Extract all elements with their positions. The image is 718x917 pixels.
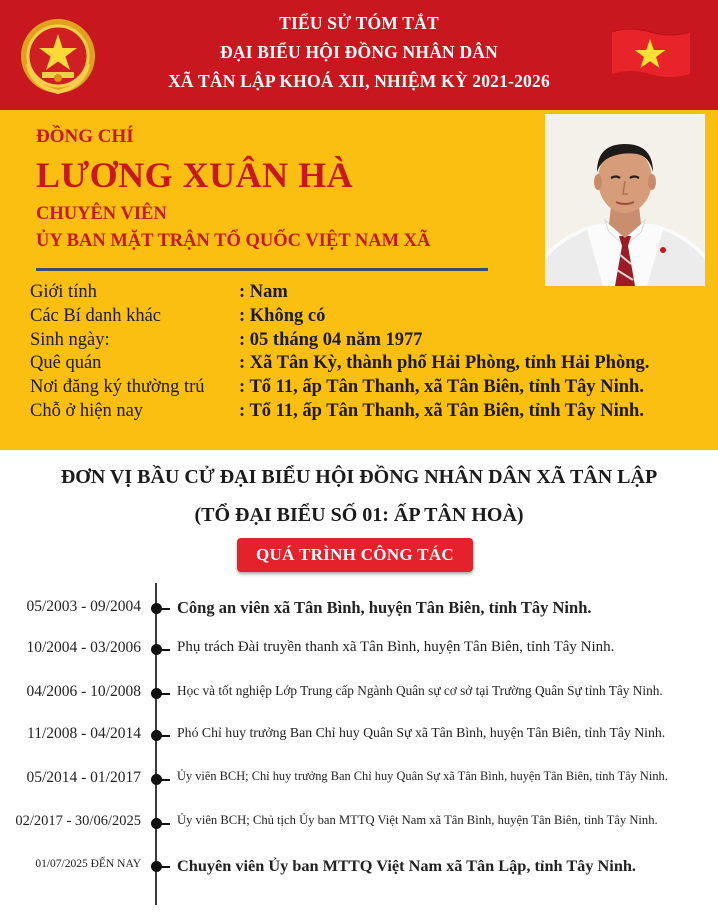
info-row-aliases: [30, 306, 718, 330]
timeline-item: [0, 637, 718, 663]
info-label: Nơi đăng ký thường trú: [30, 377, 205, 398]
position-organization: ỦY BAN MẶT TRẬN TỔ QUỐC VIỆT NAM XÃ: [36, 231, 431, 251]
info-label: Các Bí danh khác: [30, 305, 161, 326]
info-value: : Nam: [239, 282, 288, 302]
timeline-period: 10/2004 - 03/2006: [26, 639, 141, 656]
header-title-line2: ĐẠI BIỂU HỘI ĐỒNG NHÂN DÂN: [220, 42, 498, 62]
info-row-gender: [30, 282, 718, 306]
timeline-item: [0, 854, 718, 880]
timeline-connector: [160, 649, 170, 651]
timeline-item: [0, 596, 718, 622]
timeline-description: Phụ trách Đài truyền thanh xã Tân Bình, huyện Tân Biên, tỉnh Tây Ninh.: [177, 639, 615, 655]
timeline-period: 02/2017 - 30/06/2025: [15, 813, 141, 829]
portrait-photo: [545, 114, 705, 286]
info-row-hometown: [30, 353, 718, 377]
vietnam-flag-icon: [610, 26, 692, 80]
timeline-item: [0, 767, 718, 793]
info-row-birthdate: [30, 330, 718, 354]
timeline-item: [0, 723, 718, 749]
info-row-permanent-residence: [30, 377, 718, 401]
timeline-description: Phó Chỉ huy trưởng Ban Chỉ huy Quân Sự xã Tân Bình, huyện Tân Biên, tỉnh Tây Ninh.: [177, 725, 666, 740]
info-value: : Xã Tân Kỳ, thành phố Hải Phòng, tỉnh Hải Phòng.: [239, 353, 650, 374]
divider: [36, 268, 488, 271]
election-unit-subtitle: (TỔ ĐẠI BIỂU SỐ 01: ẤP TÂN HOÀ): [194, 504, 524, 526]
honorific: ĐỒNG CHÍ: [36, 126, 134, 147]
info-value: : 05 tháng 04 năm 1977: [239, 329, 423, 350]
info-value: : Tổ 11, ấp Tân Thanh, xã Tân Biên, tỉnh Tây Ninh.: [239, 400, 644, 421]
timeline-period: 01/07/2025 ĐẾN NAY: [35, 858, 141, 870]
timeline-description: Ủy viên BCH; Chủ tịch Ủy ban MTTQ Việt Nam xã Tân Bình, huyện Tân Biên, tỉnh Tây Ninh.: [177, 813, 658, 827]
info-value: : Tổ 11, ấp Tân Thanh, xã Tân Biên, tỉnh Tây Ninh.: [239, 377, 644, 398]
info-label: Giới tính: [30, 282, 97, 302]
timeline-description: Ủy viên BCH; Chỉ huy trưởng Ban Chỉ huy Quân Sự xã Tân Bình, huyện Tân Biên, tỉnh Tây Ninh.: [177, 769, 668, 783]
info-label: Quê quán: [30, 353, 102, 374]
timeline-description: Công an viên xã Tân Bình, huyện Tân Biên, tỉnh Tây Ninh.: [177, 598, 592, 617]
info-label: Sinh ngày:: [30, 329, 110, 350]
timeline-connector: [160, 779, 170, 781]
timeline-connector: [160, 866, 170, 868]
timeline-period: 05/2003 - 09/2004: [26, 598, 141, 615]
timeline-description: Học và tốt nghiệp Lớp Trung cấp Ngành Quân sự cơ sở tại Trường Quân Sự tỉnh Tây Ninh.: [177, 683, 663, 698]
position-title: CHUYÊN VIÊN: [36, 204, 167, 224]
personal-info: [30, 282, 718, 425]
info-row-current-residence: [30, 401, 718, 425]
timeline-description: Chuyên viên Ủy ban MTTQ Việt Nam xã Tân Lập, tỉnh Tây Ninh.: [177, 856, 636, 875]
header-banner: [0, 0, 718, 110]
timeline-connector: [160, 693, 170, 695]
header-title-line3: XÃ TÂN LẬP KHOÁ XII, NHIỆM KỲ 2021-2026: [168, 71, 550, 91]
timeline-connector: [160, 735, 170, 737]
info-value: : Không có: [239, 305, 326, 326]
timeline-item: [0, 811, 718, 837]
person-name: LƯƠNG XUÂN HÀ: [36, 155, 354, 195]
info-label: Chỗ ở hiện nay: [30, 400, 144, 421]
timeline-period: 11/2008 - 04/2014: [27, 725, 141, 742]
timeline-item: [0, 681, 718, 707]
timeline-period: 05/2014 - 01/2017: [26, 769, 141, 786]
header-title-line1: TIỂU SỬ TÓM TẮT: [279, 13, 439, 33]
election-unit-title: ĐƠN VỊ BẦU CỬ ĐẠI BIỂU HỘI ĐỒNG NHÂN DÂN XÃ TÂN LẬP: [60, 466, 658, 488]
timeline-period: 04/2006 - 10/2008: [26, 683, 141, 700]
timeline-connector: [160, 608, 170, 610]
career-section-badge: QUÁ TRÌNH CÔNG TÁC: [237, 538, 473, 572]
timeline-connector: [160, 823, 170, 825]
